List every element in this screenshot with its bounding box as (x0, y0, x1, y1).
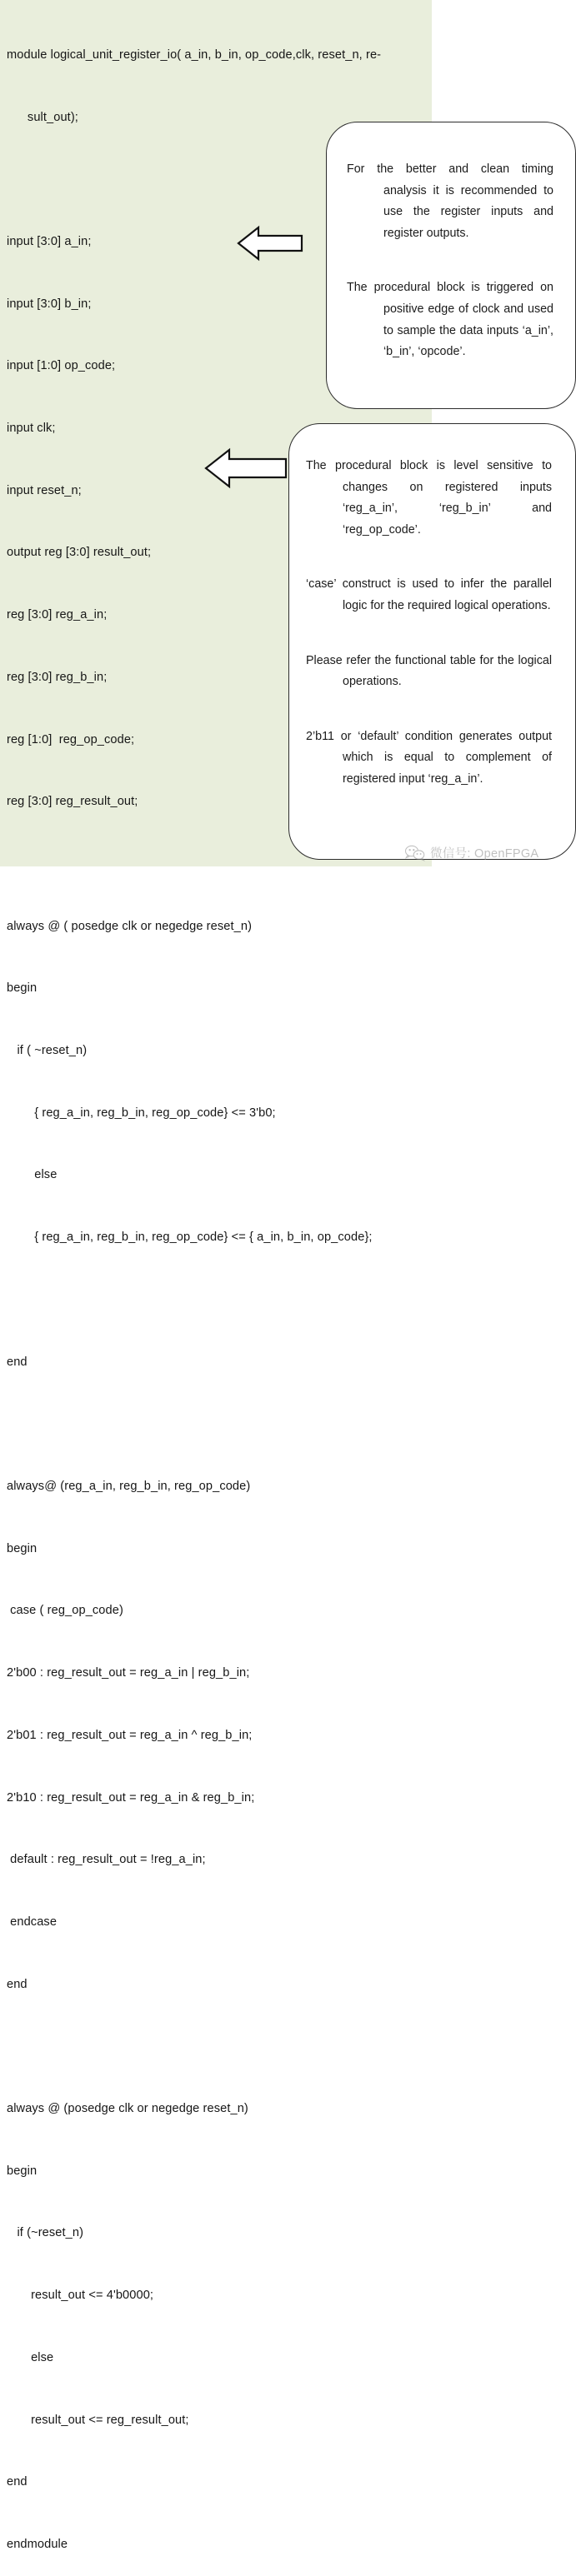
code-line: input [3:0] a_in; (7, 234, 92, 248)
code-line: module logical_unit_register_io( a_in, b_in, op_code,clk, reset_n, re- (7, 47, 382, 62)
callout-paragraph: Please refer the functional table for the logical operations. (306, 653, 552, 689)
code-line: endmodule (7, 2537, 68, 2551)
code-line: input clk; (7, 422, 56, 436)
code-line: reg [1:0] reg_op_code; (7, 732, 135, 746)
code-line: { reg_a_in, reg_b_in, reg_op_code} <= { a_in, b_in, op_code}; (7, 1231, 373, 1245)
code-line: 2'b01 : reg_result_out = reg_a_in ^ reg_b_in; (7, 1728, 253, 1742)
callout-paragraph: The procedural block is triggered on positive edge of clock and used to sample the data inputs ‘a_in’, ‘b_in’, ‘opcode’. (347, 281, 553, 359)
code-line: reg [3:0] reg_b_in; (7, 670, 108, 684)
code-line: result_out <= 4'b0000; (7, 2289, 154, 2303)
callout-box-register-io-timing (326, 122, 576, 409)
code-line: 2'b10 : reg_result_out = reg_a_in & reg_b_in; (7, 1790, 255, 1805)
code-line-blank (7, 1414, 432, 1435)
code-line: end (7, 1977, 28, 1991)
code-line: result_out <= reg_result_out; (7, 2413, 189, 2427)
callout-text-container (289, 424, 575, 807)
code-line: begin (7, 981, 38, 996)
code-line: reg [3:0] reg_result_out; (7, 795, 138, 809)
watermark-label: 微信号: OpenFPGA (430, 847, 539, 861)
callout-paragraph: For the better and clean timing analysis it is recommended to use the register inputs and register outputs. (347, 162, 553, 240)
code-line: sult_out); (7, 110, 78, 124)
code-line: always @ ( posedge clk or negedge reset_n) (7, 919, 253, 933)
code-line: else (7, 2350, 54, 2364)
code-line: case ( reg_op_code) (7, 1604, 123, 1618)
code-line: default : reg_result_out = !reg_a_in; (7, 1853, 206, 1867)
code-line: reg [3:0] reg_a_in; (7, 608, 108, 622)
code-line: begin (7, 1541, 38, 1555)
code-line: end (7, 2475, 28, 2489)
code-line: 2'b00 : reg_result_out = reg_a_in | reg_b_in; (7, 1666, 250, 1680)
code-line: begin (7, 2164, 38, 2178)
code-line: endcase (7, 1915, 58, 1929)
callout-text-container (327, 122, 575, 380)
code-line: end (7, 1355, 28, 1369)
left-arrow-icon (237, 225, 303, 262)
callout-paragraph: 2’b11 or ‘default’ condition generates output which is equal to complement of registered input ‘reg_a_in’. (306, 729, 552, 786)
callout-paragraph: ‘case’ construct is used to infer the parallel logic for the required logical operations. (306, 577, 552, 612)
code-line: { reg_a_in, reg_b_in, reg_op_code} <= 3'b0; (7, 1106, 276, 1120)
code-line: always @ (posedge clk or negedge reset_n) (7, 2102, 248, 2116)
code-line: else (7, 1168, 58, 1182)
code-line: always@ (reg_a_in, reg_b_in, reg_op_code) (7, 1479, 251, 1493)
code-line: input reset_n; (7, 483, 82, 497)
code-line: input [1:0] op_code; (7, 359, 116, 373)
code-line: output reg [3:0] result_out; (7, 546, 152, 560)
code-line-blank (7, 1290, 432, 1310)
watermark (404, 844, 538, 861)
code-line-blank (7, 2036, 432, 2057)
wechat-icon (404, 845, 426, 861)
callout-paragraph: The procedural block is level sensitive to changes on registered inputs ‘reg_a_in’, ‘reg_b_in’ and ‘reg_op_code’. (306, 459, 552, 537)
left-arrow-icon (204, 447, 288, 489)
code-line: if ( ~reset_n) (7, 1044, 88, 1058)
code-line: if (~reset_n) (7, 2226, 84, 2240)
callout-box-combinational-case (288, 423, 576, 860)
code-line: input [3:0] b_in; (7, 297, 92, 311)
